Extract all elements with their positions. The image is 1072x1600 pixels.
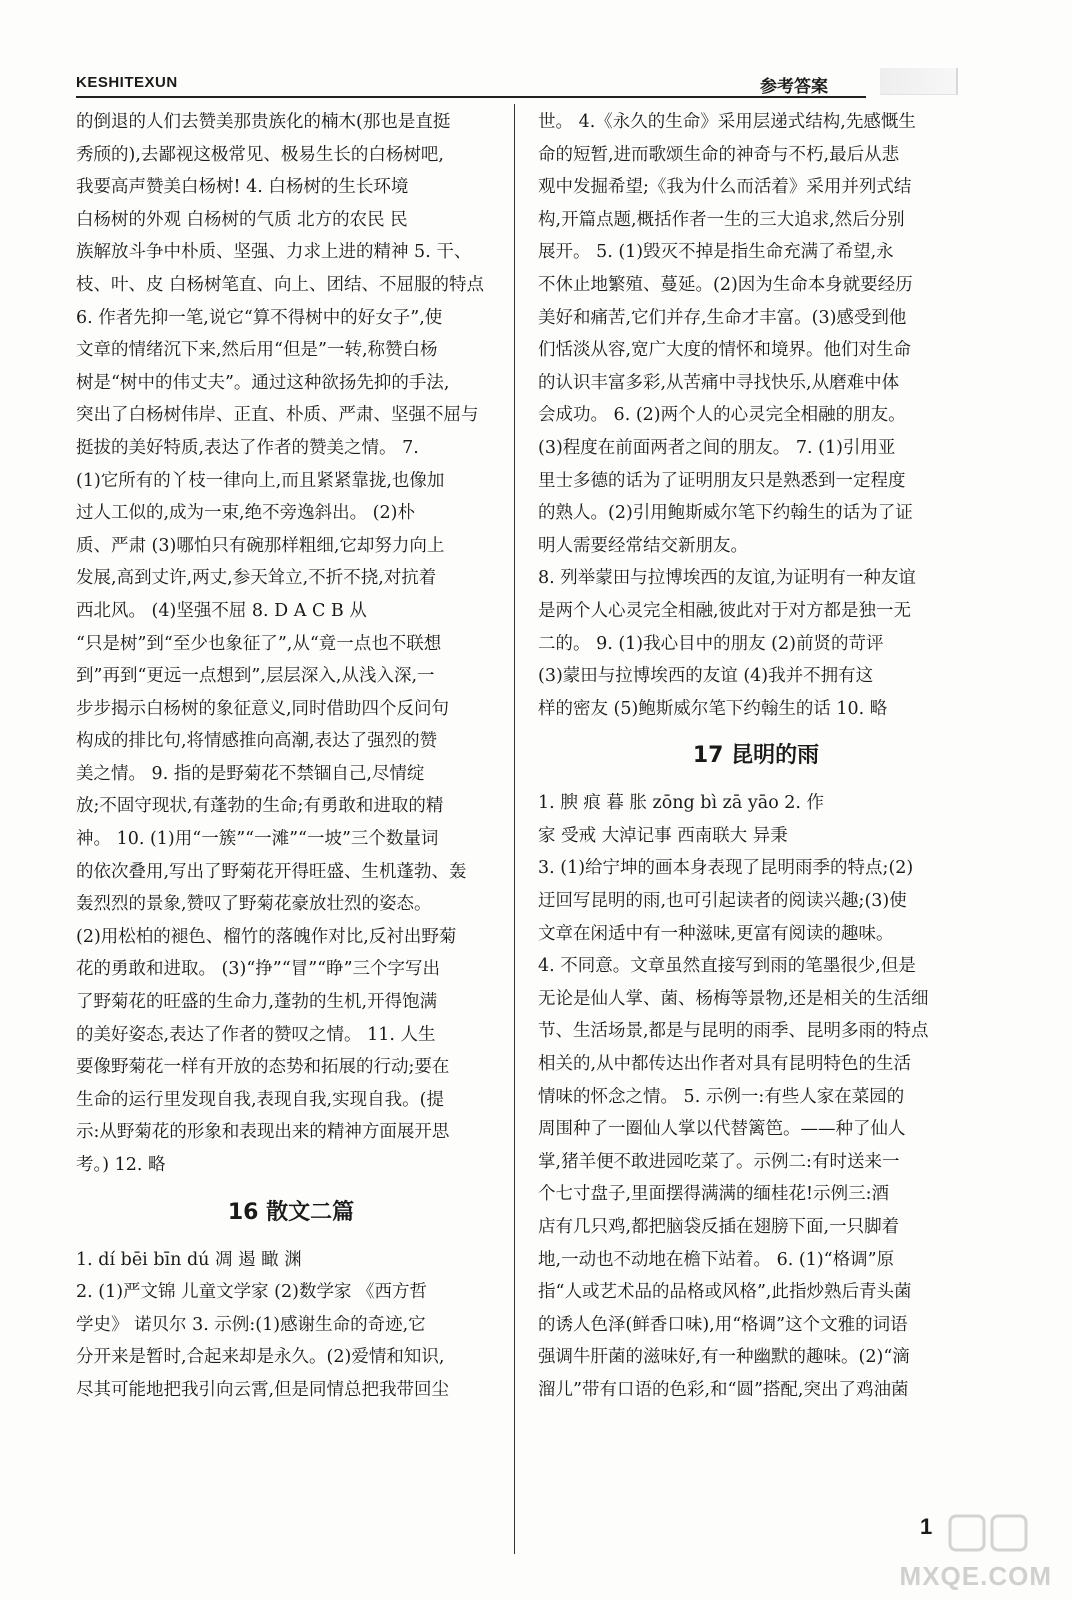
left-column-text-top xyxy=(76,106,506,1182)
text-line: 的诱人色泽(鲜香口味),用“格调”这个文雅的词语 xyxy=(538,1314,908,1335)
text-line: 树是“树中的伟丈夫”。通过这种欲扬先抑的手法, xyxy=(76,372,450,393)
text-line: 溜儿”带有口语的色彩,和“圆”搭配,突出了鸡油菌 xyxy=(538,1379,909,1400)
text-line: (2)用松柏的褪色、榴竹的落魄作对比,反衬出野菊 xyxy=(76,926,457,947)
text-line: 观中发掘希望;《我为什么而活着》采用并列式结 xyxy=(538,177,912,198)
text-line: (1)它所有的丫枝一律向上,而且紧紧靠拢,也像加 xyxy=(76,470,445,491)
text-line: 2. (1)严文锦 儿童文学家 (2)数学家 《西方哲 xyxy=(76,1282,428,1303)
text-line: 展开。 5. (1)毁灭不掉是指生命充满了希望,永 xyxy=(538,242,894,263)
text-line: 3. (1)给宁坤的画本身表现了昆明雨季的特点;(2) xyxy=(538,858,914,879)
left-column-text-bottom xyxy=(76,1244,506,1407)
text-line: 的熟人。(2)引用鲍斯威尔笔下约翰生的话为了证 xyxy=(538,503,913,524)
text-line: 的倒退的人们去赞美那贵族化的楠木(那也是直挺 xyxy=(76,112,451,132)
text-line: 1. dí bēi bīn dú 凋 遏 瞰 渊 xyxy=(76,1249,302,1270)
text-line: 示:从野菊花的形象和表现出来的精神方面展开思 xyxy=(76,1122,450,1143)
text-line: 无论是仙人掌、菌、杨梅等景物,还是相关的生活细 xyxy=(538,988,929,1009)
text-line: 生命的运行里发现自我,表现自我,实现自我。(提 xyxy=(76,1089,444,1110)
text-line: 分开来是暂时,合起来却是永久。(2)爱情和知识, xyxy=(76,1347,445,1368)
column-divider xyxy=(514,104,515,1554)
text-line: 学史》 诺贝尔 3. 示例:(1)感谢生命的奇迹,它 xyxy=(76,1314,426,1335)
text-line: 突出了白杨树伟岸、正直、朴质、严肃、坚强不屈与 xyxy=(76,405,479,426)
text-line: 花的勇敢和进取。 (3)“挣”“冒”“睁”三个字写出 xyxy=(76,959,441,980)
text-line: 是两个人心灵完全相融,彼此对于对方都是独一无 xyxy=(538,600,912,621)
text-line: 构成的排比句,将情感推向高潮,表达了强烈的赞 xyxy=(76,731,438,752)
text-line: 掌,猪羊便不敢进园吃菜了。示例二:有时送来一 xyxy=(538,1151,900,1172)
watermark-text: MXQE.COM xyxy=(899,1561,1052,1591)
text-line: 我要高声赞美白杨树! 4. 白杨树的生长环境 xyxy=(76,177,409,198)
text-line: 4. 不同意。文章虽然直接写到雨的笔墨很少,但是 xyxy=(538,956,916,977)
text-line: 了野菊花的旺盛的生命力,蓬勃的生机,开得饱满 xyxy=(76,992,438,1013)
text-line: “只是树”到“至少也象征了”,从“竟一点也不联想 xyxy=(76,633,442,654)
publisher-brand: KESHITEXUN xyxy=(76,74,178,91)
text-line: 美之情。 9. 指的是野菊花不禁锢自己,尽情绽 xyxy=(76,763,425,784)
text-line: 放;不固守现状,有蓬勃的生命;有勇敢和进取的精 xyxy=(76,796,444,817)
text-line: 文章的情绪沉下来,然后用“但是”一转,称赞白杨 xyxy=(76,340,438,361)
text-line: 的美好姿态,表达了作者的赞叹之情。 11. 人生 xyxy=(76,1024,436,1045)
text-line: 1. 腴 痕 暮 胀 zōng bì zā yāo 2. 作 xyxy=(538,793,825,814)
text-line: 8. 列举蒙田与拉博埃西的友谊,为证明有一种友谊 xyxy=(538,568,916,589)
text-line: 命的短暂,进而歌颂生命的神奇与不朽,最后从悲 xyxy=(538,144,900,165)
header-section-label: 参考答案 xyxy=(760,77,828,97)
text-line: 步步揭示白杨树的象征意义,同时借助四个反问句 xyxy=(76,698,450,719)
watermark-logo xyxy=(899,1508,1060,1596)
text-line: 轰烈烈的景象,赞叹了野菊花豪放壮烈的姿态。 xyxy=(76,894,432,915)
text-line: 枝、叶、皮 白杨树笔直、向上、团结、不屈服的特点 xyxy=(76,274,485,295)
section-title-17: 17 昆明的雨 xyxy=(692,743,820,769)
text-line: 迂回写昆明的雨,也可引起读者的阅读兴趣;(3)使 xyxy=(538,891,907,912)
text-line: 族解放斗争中朴质、坚强、力求上进的精神 5. 干、 xyxy=(76,242,472,263)
right-column-text-bottom xyxy=(538,787,974,1406)
text-line: 强调牛肝菌的滋味好,有一种幽默的趣味。(2)“滴 xyxy=(538,1347,910,1368)
text-line: 店有几只鸡,都把脑袋反插在翅膀下面,一只脚着 xyxy=(538,1217,900,1237)
text-line: 挺拔的美好特质,表达了作者的赞美之情。 7. xyxy=(76,437,419,458)
text-line: 西北风。 (4)坚强不屈 8. D A C B 从 xyxy=(76,600,367,621)
text-line: 白杨树的外观 白杨树的气质 北方的农民 民 xyxy=(76,209,408,230)
text-line: 秀颀的),去鄙视这极常见、极易生长的白杨树吧, xyxy=(76,144,444,165)
text-line: 要像野菊花一样有开放的态势和拓展的行动;要在 xyxy=(76,1057,450,1078)
text-line: 相关的,从中都传达出作者对具有昆明特色的生活 xyxy=(538,1054,912,1075)
text-line: 构,开篇点题,概括作者一生的三大追求,然后分别 xyxy=(538,209,905,230)
text-line: 指“人或艺术品的品格或风格”,此指炒熟后青头菌 xyxy=(538,1282,912,1303)
text-line: 的依次叠用,写出了野菊花开得旺盛、生机蓬勃、轰 xyxy=(76,861,467,882)
left-column xyxy=(76,106,506,1407)
text-line: 情味的怀念之情。 5. 示例一:有些人家在菜园的 xyxy=(538,1086,905,1107)
text-line: 家 受戒 大淖记事 西南联大 异秉 xyxy=(538,825,788,846)
text-line: 周围种了一圈仙人掌以代替篱笆。——种了仙人 xyxy=(538,1119,906,1140)
text-line: 里士多德的话为了证明朋友只是熟悉到一定程度 xyxy=(538,470,906,491)
text-line: 美好和痛苦,它们并存,生命才丰富。(3)感受到他 xyxy=(538,307,907,328)
watermark-icon xyxy=(940,1508,1060,1568)
text-line: 6. 作者先抑一笔,说它“算不得树中的好女子”,使 xyxy=(76,307,443,328)
text-line: 文章在闲适中有一种滋味,更富有阅读的趣味。 xyxy=(538,923,894,944)
text-line: 不休止地繁殖、蔓延。(2)因为生命本身就要经历 xyxy=(538,274,913,295)
text-line: 们恬淡从容,宽广大度的情怀和境界。他们对生命 xyxy=(538,340,912,361)
text-line: 质、严肃 (3)哪怕只有碗那样粗细,它却努力向上 xyxy=(76,535,445,556)
text-line: 过人工似的,成为一束,绝不旁逸斜出。 (2)朴 xyxy=(76,503,415,524)
text-line: 世。 4.《永久的生命》采用层递式结构,先感慨生 xyxy=(538,112,916,132)
text-line: 的认识丰富多彩,从苦痛中寻找快乐,从磨难中体 xyxy=(538,372,900,393)
right-column xyxy=(538,106,974,1407)
text-line: 二的。 9. (1)我心目中的朋友 (2)前贤的苛评 xyxy=(538,633,884,654)
header-rule xyxy=(76,96,866,98)
text-line: 明人需要经常结交新朋友。 xyxy=(538,535,748,556)
text-line: 样的密友 (5)鲍斯威尔笔下约翰生的话 10. 略 xyxy=(538,698,888,719)
right-column-text-top xyxy=(538,106,974,725)
text-line: 神。 10. (1)用“一簇”“一滩”“一坡”三个数量词 xyxy=(76,829,439,850)
text-line: 个七寸盘子,里面摆得满满的缅桂花!示例三:酒 xyxy=(538,1184,889,1205)
section-title-16: 16 散文二篇 xyxy=(227,1199,355,1225)
text-line: 会成功。 6. (2)两个人的心灵完全相融的朋友。 xyxy=(538,405,906,426)
text-line: 节、生活场景,都是与昆明的雨季、昆明多雨的特点 xyxy=(538,1021,929,1042)
header-decoration xyxy=(880,68,958,95)
text-line: 尽其可能地把我引向云霄,但是同情总把我带回尘 xyxy=(76,1379,450,1400)
text-line: 地,一动也不动地在檐下站着。 6. (1)“格调”原 xyxy=(538,1249,895,1270)
text-line: 考。) 12. 略 xyxy=(76,1155,166,1175)
text-line: 到”再到“更远一点想到”,层层深入,从浅入深,一 xyxy=(76,666,435,687)
text-line: 发展,高到丈许,两丈,参天耸立,不折不挠,对抗着 xyxy=(76,568,437,589)
text-line: (3)蒙田与拉博埃西的友谊 (4)我并不拥有这 xyxy=(538,666,874,687)
text-line: (3)程度在前面两者之间的朋友。 7. (1)引用亚 xyxy=(538,437,896,458)
page-number: 1 xyxy=(920,1514,933,1539)
